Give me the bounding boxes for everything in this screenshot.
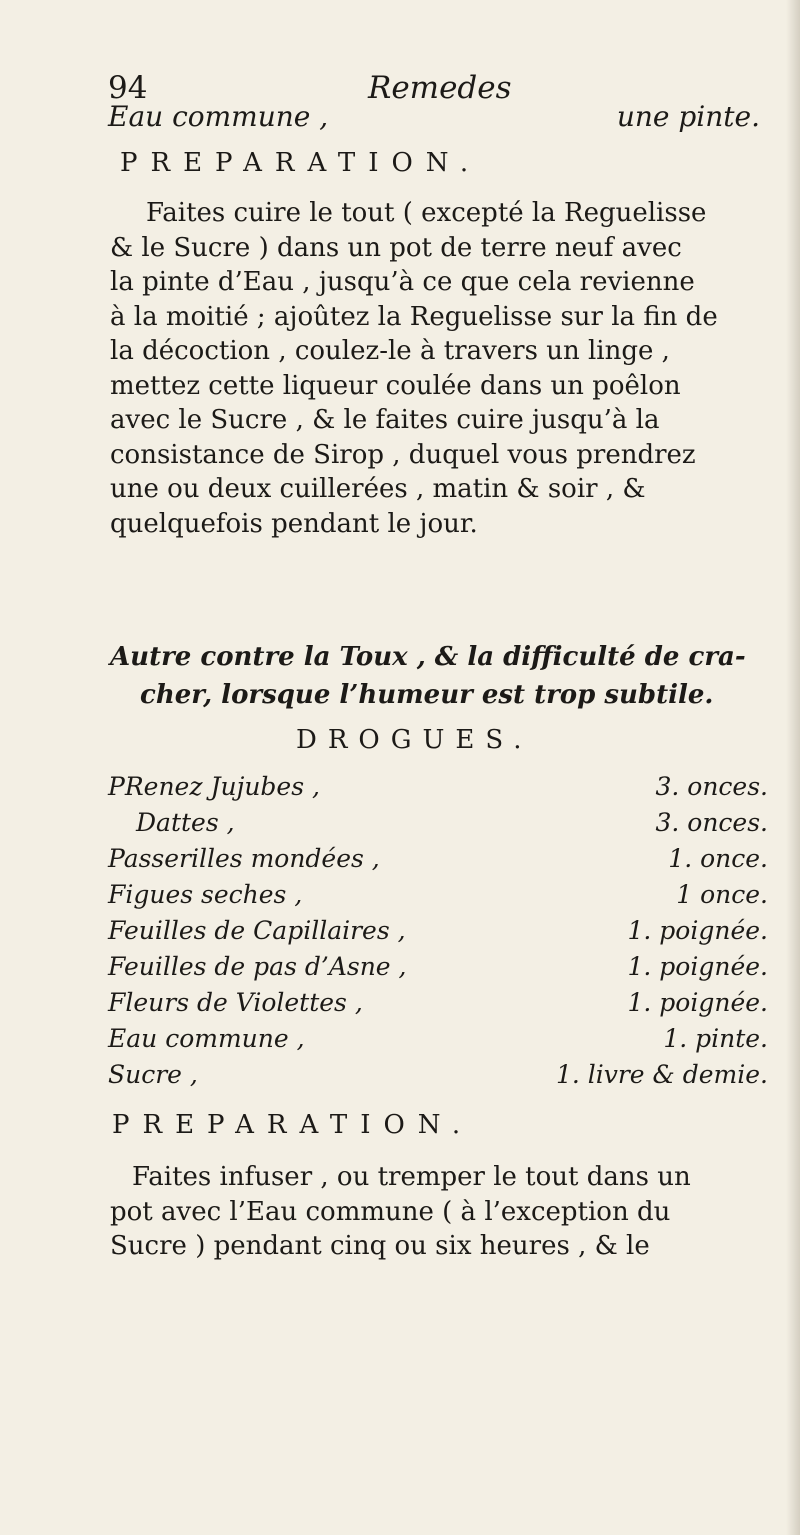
ingredient-name: Fleurs de Violettes , <box>108 988 363 1017</box>
text-line: consistance de Sirop , duquel vous prendrez <box>110 439 696 470</box>
text-line: Sucre ) pendant cinq ou six heures , & le <box>110 1231 650 1261</box>
running-head: Remedes <box>368 70 512 106</box>
ingredient-name: Dattes , <box>136 808 235 837</box>
ingredient-row <box>108 772 768 808</box>
ingredient-name: Sucre , <box>108 1060 198 1089</box>
ingredient-qty: 1. pinte. <box>663 1024 768 1053</box>
ingredient-row <box>108 1060 768 1096</box>
text-line: la décoction , coulez-le à travers un linge , <box>110 336 670 366</box>
ingredient-name: Feuilles de pas d’Asne , <box>108 952 407 981</box>
ingredient-qty: 3. onces. <box>655 808 768 837</box>
preparation-text-1 <box>110 196 760 541</box>
text-line: mettez cette liqueur coulée dans un poêlon <box>110 370 681 401</box>
ingredient-qty: 1. poignée. <box>627 916 768 945</box>
ingredient-qty: 1. poignée. <box>627 952 768 981</box>
ingredient-name: Eau commune , <box>108 1024 305 1053</box>
ingredient-name: PRenez Jujubes , <box>108 772 320 801</box>
ingredient-qty: 1. poignée. <box>627 988 768 1017</box>
ingredient-row <box>108 844 768 880</box>
ingredient-row <box>136 808 768 844</box>
ingredient-row <box>108 916 768 952</box>
preparation-text-2 <box>110 1160 760 1264</box>
text-line: la pinte d’Eau , jusqu’à ce que cela revienne <box>110 267 695 297</box>
drogues-heading: DROGUES. <box>296 725 533 755</box>
preparation-heading-2: PREPARATION. <box>112 1110 474 1140</box>
ingredient-name: Passerilles mondées , <box>108 844 380 873</box>
ingredient-row <box>108 1024 768 1060</box>
ingredient-row <box>108 880 768 916</box>
text-line: pot avec l’Eau commune ( à l’exception du <box>110 1196 671 1227</box>
ingredient-qty: 3. onces. <box>655 772 768 801</box>
text-line: & le Sucre ) dans un pot de terre neuf avec <box>110 232 682 263</box>
carryover-ingredient-qty: une pinte. <box>616 100 760 133</box>
ingredient-row <box>108 952 768 988</box>
preparation-heading-1: PREPARATION. <box>120 148 482 178</box>
text-line: Faites cuire le tout ( excepté la Reguelisse <box>146 198 707 228</box>
ingredient-name: Figues seches , <box>108 880 303 909</box>
ingredient-row <box>108 988 768 1024</box>
recipe-title-line-1: Autre contre la Toux , & la difficulté de cra- <box>110 642 746 672</box>
text-line: avec le Sucre , & le faites cuire jusqu’à la <box>110 405 660 435</box>
text-line: quelquefois pendant le jour. <box>110 508 478 539</box>
carryover-ingredient-name: Eau commune , <box>108 100 329 133</box>
text-line: à la moitié ; ajoûtez la Reguelisse sur la fin de <box>110 301 718 332</box>
recipe-title <box>110 638 770 714</box>
page-number: 94 <box>108 70 148 106</box>
ingredient-qty: 1 once. <box>676 880 768 909</box>
page-edge-shadow <box>786 0 800 1535</box>
carryover-ingredient-line <box>108 100 760 140</box>
ingredient-name: Feuilles de Capillaires , <box>108 916 406 945</box>
ingredient-qty: 1. livre & demie. <box>555 1060 768 1089</box>
recipe-title-line-2: cher, lorsque l’humeur est trop subtile. <box>140 680 714 710</box>
text-line: une ou deux cuillerées , matin & soir , & <box>110 474 646 504</box>
text-line: Faites infuser , ou tremper le tout dans un <box>132 1162 691 1192</box>
ingredient-qty: 1. once. <box>668 844 768 873</box>
